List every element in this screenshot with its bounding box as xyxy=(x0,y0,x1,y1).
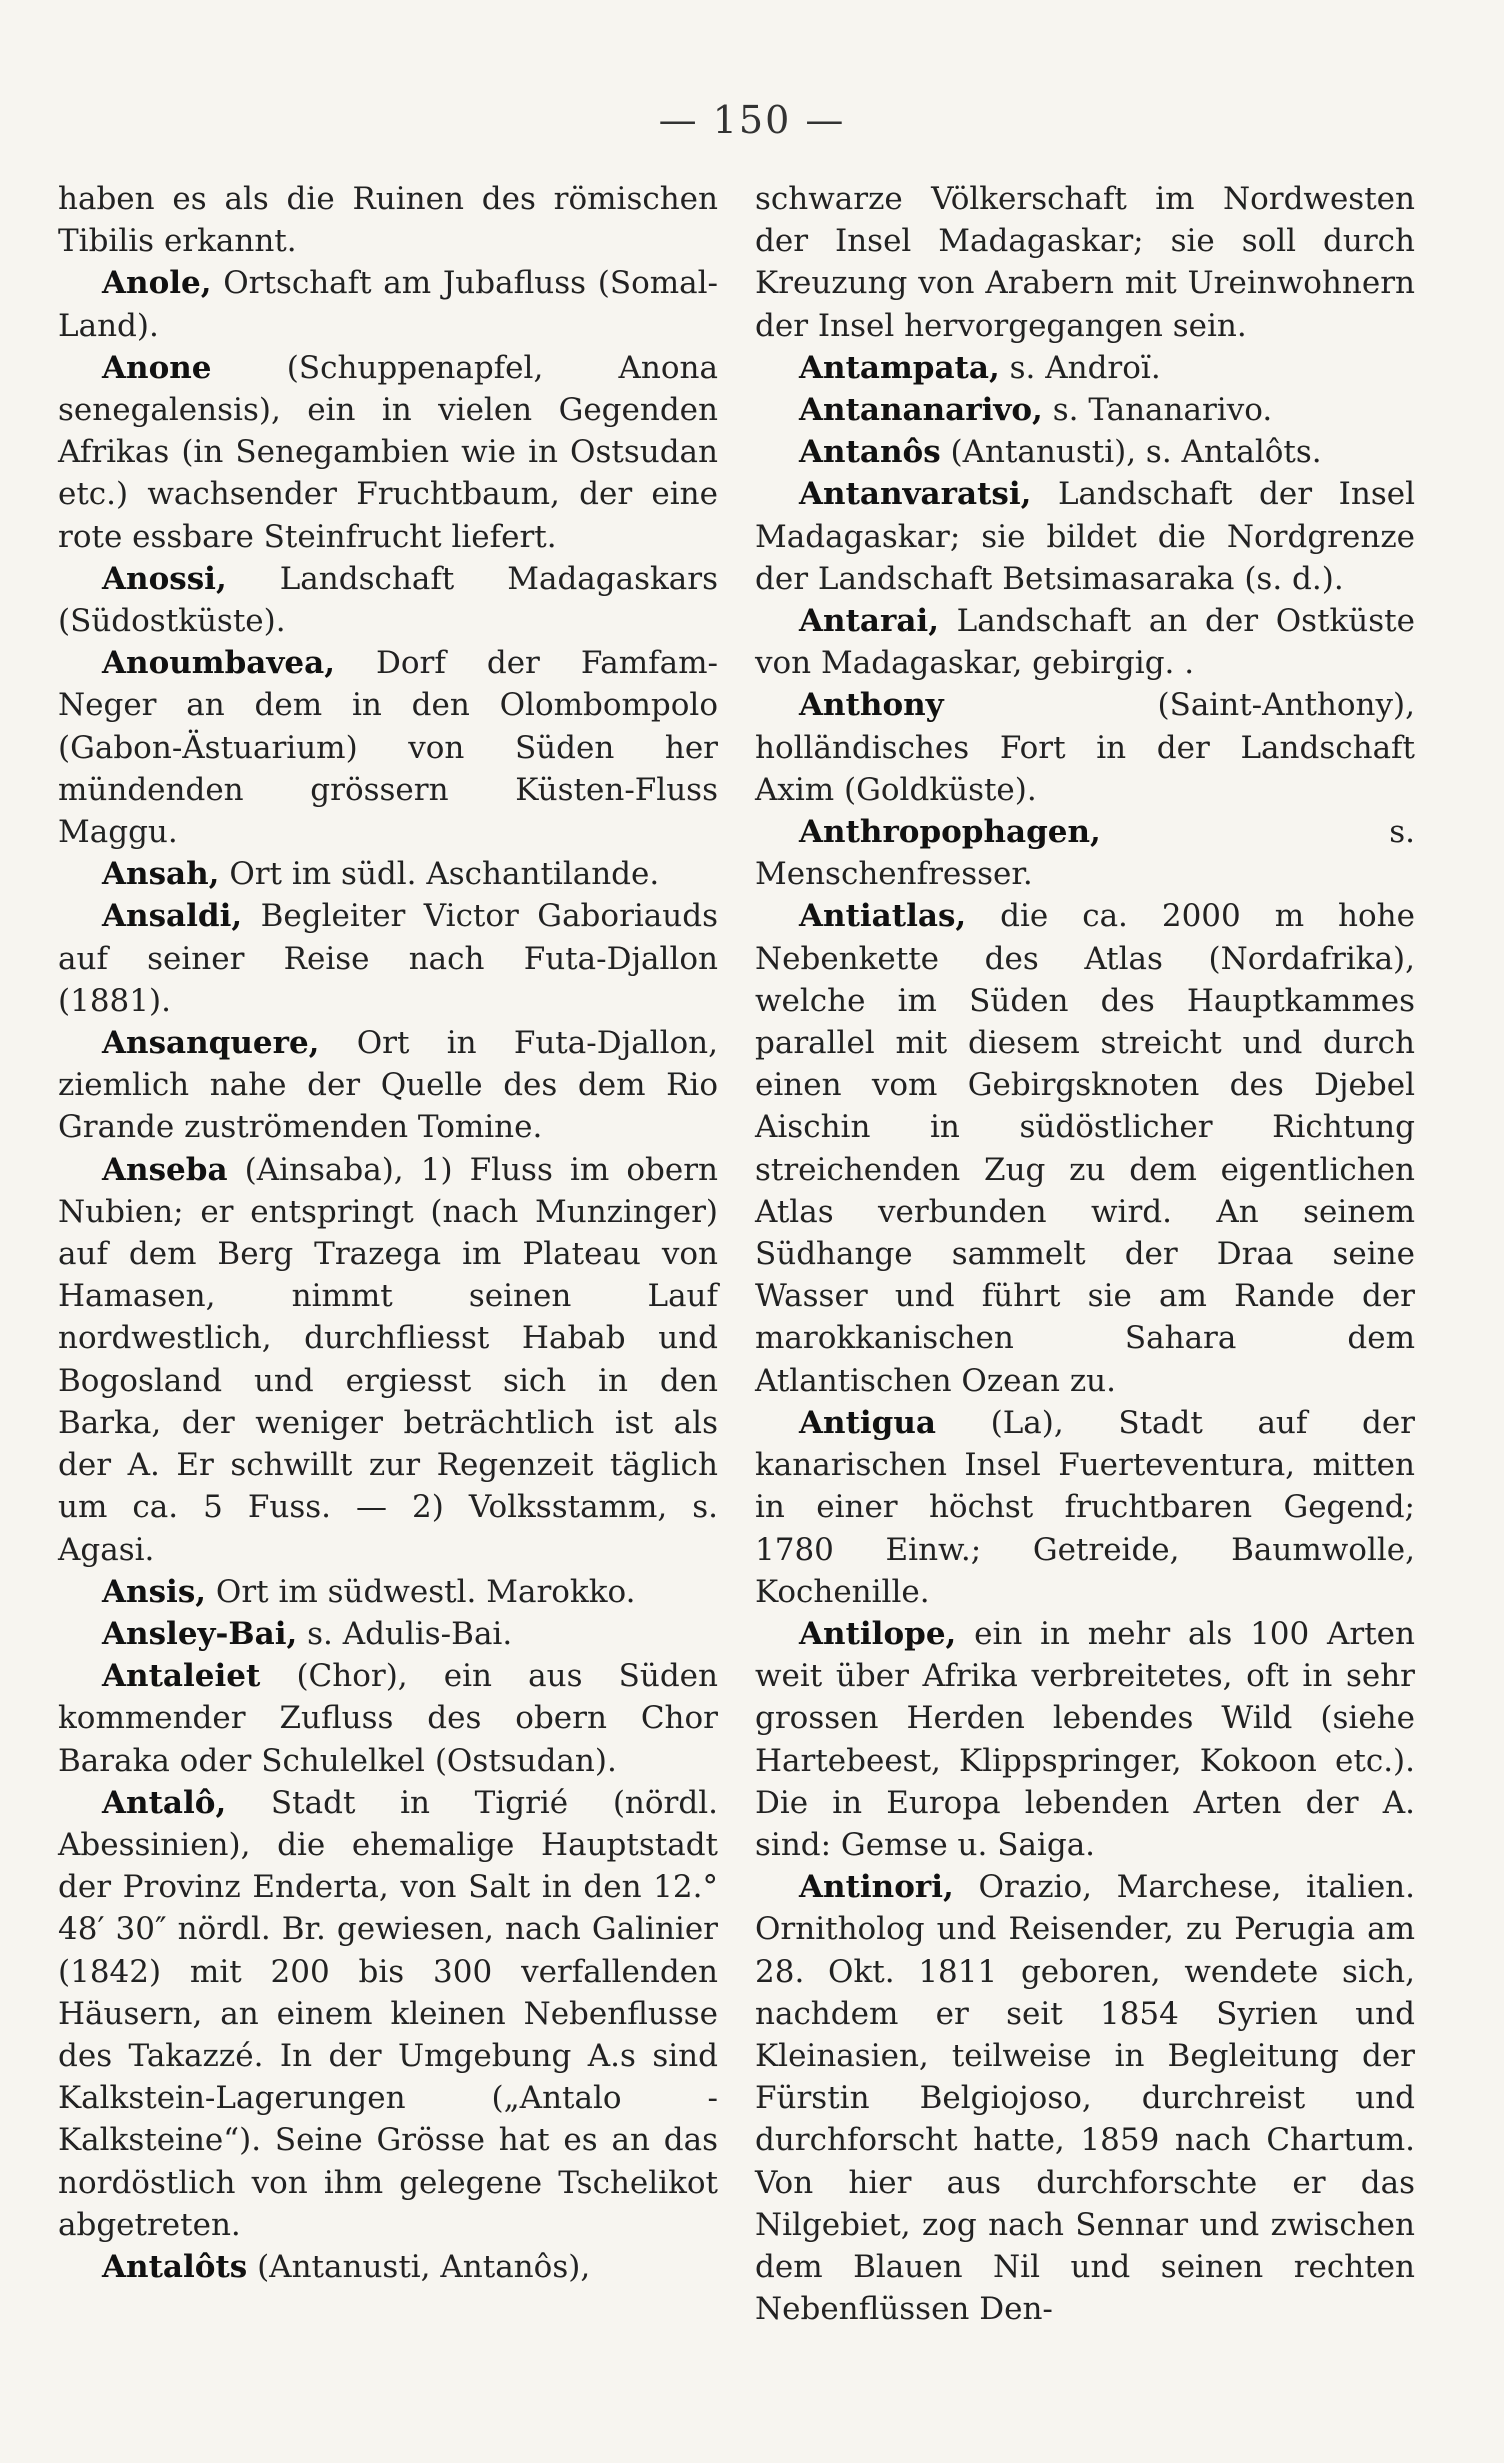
dictionary-entry xyxy=(58,2246,718,2288)
entry-text: Ort im südwestl. Marokko. xyxy=(206,1573,636,1610)
dictionary-entry xyxy=(755,684,1415,811)
dictionary-entry xyxy=(755,347,1415,389)
entry-text: s. Androï. xyxy=(999,349,1161,386)
entry-headword: Anole, xyxy=(102,265,212,302)
dictionary-entry xyxy=(58,1655,718,1782)
entry-headword: Antanôs xyxy=(799,434,941,471)
entry-headword: Anseba xyxy=(102,1151,228,1188)
dictionary-entry xyxy=(58,558,718,642)
entry-text: (Saint-Anthony), holländisches Fort in der Landschaft Axim (Goldküste). xyxy=(755,687,1415,808)
entry-text: Orazio, Marchese, italien. Ornitholog und Reisender, zu Perugia am 28. Okt. 1811 geboren, wendete sich, nachdem er seit 1854 Syrien und Kleinasien, teilweise in Begleitung der Fürstin Belgiojoso, durchreist und durchforscht hatte, 1859 nach Chartum. Von hier aus durchforschte er das Nilgebiet, zog nach Sennar und zwischen dem Blauen Nil und seinen rechten Nebenflüssen Den- xyxy=(755,1869,1415,2328)
right-column xyxy=(755,178,1415,2330)
entry-headword: Ansley-Bai, xyxy=(102,1615,298,1652)
entry-headword: Antalô, xyxy=(102,1784,227,1821)
entry-headword: Antilope, xyxy=(799,1615,957,1652)
dictionary-entry xyxy=(755,1613,1415,1866)
entry-text: Landschaft Madagaskars (Südostküste). xyxy=(58,560,718,640)
entry-headword: Ansanquere, xyxy=(102,1025,320,1062)
dictionary-entry xyxy=(755,811,1415,895)
entry-text: ein in mehr als 100 Arten weit über Afrika verbreitetes, oft in sehr grossen Herden lebendes Wild (siehe Hartebeest, Klippspringer, Kokoon etc.). Die in Europa lebenden Arten der A. sind: Gemse u. Saiga. xyxy=(755,1615,1415,1863)
left-column xyxy=(58,178,718,2288)
dictionary-entry xyxy=(755,389,1415,431)
dictionary-entry xyxy=(755,473,1415,600)
dictionary-entry xyxy=(58,642,718,853)
dictionary-entry xyxy=(58,262,718,346)
entry-headword: Antigua xyxy=(799,1404,936,1441)
entry-headword: Antarai, xyxy=(799,603,939,640)
entry-text: Landschaft der Insel Madagaskar; sie bildet die Nordgrenze der Landschaft Betsimasaraka (s. d.). xyxy=(755,476,1415,597)
entry-text: haben es als die Ruinen des römischen Tibilis erkannt. xyxy=(58,181,718,260)
entry-headword: Antalôts xyxy=(102,2248,248,2285)
entry-headword: Ansah, xyxy=(102,856,220,893)
dictionary-entry xyxy=(58,178,718,262)
dictionary-entry xyxy=(755,1402,1415,1613)
entry-text: (La), Stadt auf der kanarischen Insel Fuerteventura, mitten in einer höchst fruchtbaren Gegend; 1780 Einw.; Getreide, Baumwolle, Kochenille. xyxy=(755,1404,1415,1610)
entry-text: s. Adulis-Bai. xyxy=(297,1615,513,1652)
entry-text: (Ainsaba), 1) Fluss im obern Nubien; er entspringt (nach Munzinger) auf dem Berg Trazega im Plateau von Hamasen, nimmt seinen Lauf nordwestlich, durchfliesst Habab und Bogosland und ergiesst sich in den Barka, der weniger beträchtlich ist als der A. Er schwillt zur Regenzeit täglich um ca. 5 Fuss. — 2) Volksstamm, s. Agasi. xyxy=(58,1151,718,1568)
entry-text: (Schuppenapfel, Anona senegalensis), ein in vielen Gegenden Afrikas (in Senegambien wie in Ostsudan etc.) wachsender Fruchtbaum, der eine rote essbare Steinfrucht liefert. xyxy=(58,349,718,555)
entry-text: (Chor), ein aus Süden kommender Zufluss des obern Chor Baraka oder Schulelkel (Ostsudan). xyxy=(58,1658,718,1779)
dictionary-entry xyxy=(755,600,1415,684)
entry-headword: Anthropophagen, xyxy=(799,814,1101,851)
entry-headword: Ansaldi, xyxy=(102,898,243,935)
entry-text: Ort im südl. Aschantilande. xyxy=(219,856,660,893)
dictionary-entry xyxy=(58,895,718,1022)
dictionary-entry xyxy=(755,178,1415,347)
entry-headword: Antiatlas, xyxy=(799,898,967,935)
dictionary-entry xyxy=(58,1613,718,1655)
page-number: — 150 — xyxy=(658,98,846,142)
dictionary-entry xyxy=(755,895,1415,1401)
entry-text: schwarze Völkerschaft im Nordwesten der Insel Madagaskar; sie soll durch Kreuzung von Arabern mit Ureinwohnern der Insel hervorgegangen sein. xyxy=(755,181,1415,344)
entry-text: Stadt in Tigrié (nördl. Abessinien), die ehemalige Hauptstadt der Provinz Enderta, von Salt in den 12.° 48′ 30″ nördl. Br. gewiesen, nach Galinier (1842) mit 200 bis 300 verfallenden Häusern, an einem kleinen Nebenflusse des Takazzé. In der Umgebung A.s sind Kalkstein-Lagerungen („Antalo - Kalksteine“). Seine Grösse hat es an das nordöstlich von ihm gelegene Tschelikot abgetreten. xyxy=(58,1784,718,2243)
dictionary-entry xyxy=(58,347,718,558)
entry-headword: Antinori, xyxy=(799,1869,954,1906)
dictionary-entry xyxy=(58,1149,718,1571)
entry-headword: Antananarivo, xyxy=(799,392,1043,429)
entry-headword: Antampata, xyxy=(799,349,1000,386)
entry-headword: Anossi, xyxy=(102,560,227,597)
entry-headword: Antaleiet xyxy=(102,1658,261,1695)
entry-headword: Anoumbavea, xyxy=(102,645,335,682)
entry-text: (Antanusti), s. Antalôts. xyxy=(940,434,1322,471)
entry-headword: Anthony xyxy=(799,687,944,724)
entry-text: Begleiter Victor Gaboriauds auf seiner Reise nach Futa-Djallon (1881). xyxy=(58,898,718,1019)
entry-text: Landschaft an der Ostküste von Madagaskar, gebirgig. . xyxy=(755,603,1415,682)
entry-text: s. Menschenfresser. xyxy=(755,814,1415,893)
entry-text: Dorf der Famfam-Neger an dem in den Olombompolo (Gabon-Ästuarium) von Süden her mündenden grössern Küsten-Fluss Maggu. xyxy=(58,645,718,851)
entry-headword: Anone xyxy=(102,349,212,386)
dictionary-entry xyxy=(58,853,718,895)
dictionary-entry xyxy=(58,1782,718,2246)
entry-text: die ca. 2000 m hohe Nebenkette des Atlas (Nordafrika), welche im Süden des Hauptkammes parallel mit diesem streicht und durch einen vom Gebirgsknoten des Djebel Aischin in südöstlicher Richtung streichenden Zug zu dem eigentlichen Atlas verbunden wird. An seinem Südhange sammelt der Draa seine Wasser und führt sie am Rande der marokkanischen Sahara dem Atlantischen Ozean zu. xyxy=(755,898,1415,1399)
entry-text: s. Tananarivo. xyxy=(1042,392,1273,429)
entry-headword: Antanvaratsi, xyxy=(799,476,1032,513)
entry-text: Ortschaft am Jubafluss (Somal-Land). xyxy=(58,265,718,344)
entry-text: Ort in Futa-Djallon, ziemlich nahe der Quelle des dem Rio Grande zuströmenden Tomine. xyxy=(58,1025,718,1146)
dictionary-entry xyxy=(58,1022,718,1149)
dictionary-entry xyxy=(755,431,1415,473)
dictionary-entry xyxy=(58,1571,718,1613)
dictionary-entry xyxy=(755,1866,1415,2330)
entry-headword: Ansis, xyxy=(102,1573,207,1610)
entry-text: (Antanusti, Antanôs), xyxy=(247,2248,591,2285)
